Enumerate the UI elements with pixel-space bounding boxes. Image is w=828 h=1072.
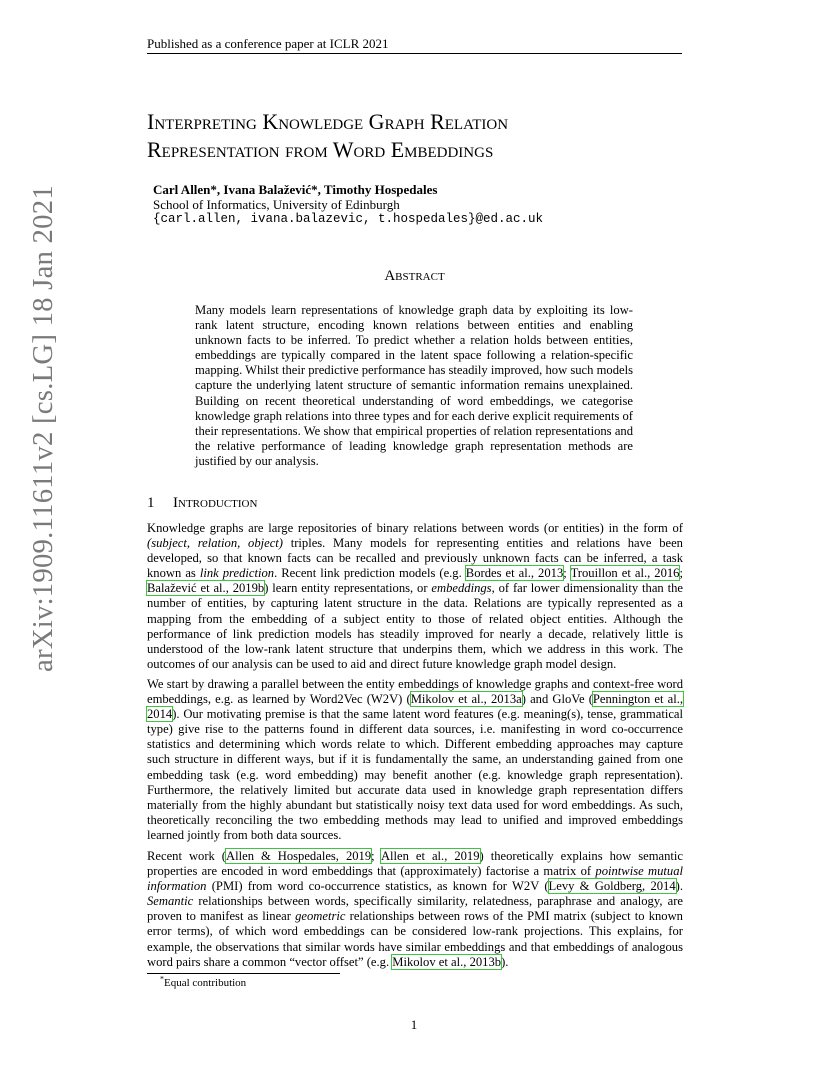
arxiv-stamp[interactable]: arXiv:1909.11611v2 [cs.LG] 18 Jan 2021 — [27, 185, 59, 672]
footnote-mark: * — [160, 974, 164, 984]
citation-link[interactable]: Mikolov et al., 2013b — [392, 954, 502, 969]
footnote-text: Equal contribution — [164, 977, 247, 989]
citation-link[interactable]: Mikolov et al., 2013a — [410, 692, 522, 707]
author-emails: {carl.allen, ivana.balazevic, t.hospedales}@ed.ac.uk — [153, 212, 544, 226]
abstract-body: Many models learn representations of knowledge graph data by exploiting its low-rank latent structure, encoding known relations between entities and enabling unknown facts to be inferred. To predict whether a relation holds between entities, embeddings are typically compared in the latent space following a relation-specific mapping. Whilst their predictive performance has steadily improved, how such models capture the underlying latent structure of semantic information remains unexplained. Building on recent theoretical understanding of word embeddings, we categorise knowledge graph relations into three types and for each derive explicit requirements of their representations. We show that empirical properties of relation representations and the relative performance of leading knowledge graph representation methods are justified by our analysis. — [195, 303, 633, 468]
author-block — [153, 182, 673, 227]
footnote — [160, 974, 247, 990]
paragraph-1: Knowledge graphs are large repositories of binary relations between words (or entities) in the form of (subject, relation, object) triples. Many models for representing entities and relations have been developed, so that known facts can be recalled and previously unknown facts can be inferred, a task known as link prediction. Recent link prediction models (e.g. Bordes et al., 2013; Trouillon et al., 2016; Balažević et al., 2019b) learn entity representations, or embeddings, of far lower dimensionality than the number of entities, by capturing latent structure in the data. Relations are typically represented as a mapping from the embedding of a subject entity to those of related object entities. Although the performance of link prediction models has steadily improved for nearly a decade, relatively little is understood of the low-rank latent structure that underpins them, which we address in this work. The outcomes of our analysis can be used to aid and direct future knowledge graph model design. — [147, 521, 683, 671]
paper-title — [147, 108, 682, 164]
title-line-1: Interpreting Knowledge Graph Relation — [147, 109, 509, 134]
header-rule — [147, 53, 682, 54]
paragraph-3: Recent work (Allen & Hospedales, 2019; Allen et al., 2019) theoretically explains how semantic properties are encoded in word embeddings that (approximately) factorise a matrix of pointwise mutual information (PMI) from word co-occurrence statistics, as known for W2V (Levy & Goldberg, 2014). Semantic relationships between words, specifically similarity, relatedness, paraphrase and analogy, are proven to manifest as linear geometric relationships between rows of the PMI matrix (subject to known error terms), of which word embeddings can be considered low-rank projections. This explains, for example, the observations that similar words have similar embeddings and that embeddings of analogous word pairs share a common “vector offset” (e.g. Mikolov et al., 2013b). — [147, 849, 684, 969]
abstract-heading: Abstract — [384, 268, 445, 284]
paragraph-2: We start by drawing a parallel between the entity embeddings of knowledge graphs and context-free word embeddings, e.g. as learned by Word2Vec (W2V) (Mikolov et al., 2013a) and GloVe (Pennington et al., 2014). Our motivating premise is that the same latent word features (e.g. meaning(s), tense, grammatical type) give rise to the patterns found in different data sources, i.e. manifesting in word co-occurrence statistics and determining which words relate to which. Different embedding approaches may capture such structure in different ways, but if it is fundamentally the same, an understanding gained from one embedding task (e.g. word embedding) may benefit another (e.g. knowledge graph representation). Furthermore, the relatively limited but accurate data used in knowledge graph representation differs materially from the highly abundant but statistically noisy text data used for word embeddings. As such, theoretically reconciling the two embedding methods may lead to unified and improved embeddings learned jointly from both data sources. — [147, 677, 683, 842]
affiliation: School of Informatics, University of Edinburgh — [153, 197, 400, 212]
citation-link[interactable]: Pennington et al., 2014 — [147, 692, 683, 722]
footnote-rule — [147, 973, 340, 974]
citation-link[interactable]: Trouillon et al., 2016 — [570, 566, 680, 581]
section-title: Introduction — [173, 495, 258, 511]
citation-link[interactable]: Levy & Goldberg, 2014 — [548, 879, 676, 894]
citation-link[interactable]: Allen et al., 2019 — [380, 849, 480, 863]
section-number: 1 — [147, 495, 155, 511]
running-header: Published as a conference paper at ICLR 2021 — [147, 36, 389, 51]
citation-link[interactable]: Bordes et al., 2013 — [465, 566, 564, 581]
title-line-2: Representation from Word Embeddings — [147, 137, 494, 162]
section-heading — [147, 494, 682, 512]
citation-link[interactable]: Allen & Hospedales, 2019 — [226, 849, 372, 863]
author-names: Carl Allen*, Ivana Balažević*, Timothy Hospedales — [153, 182, 438, 197]
page-number: 1 — [410, 1017, 418, 1032]
citation-link[interactable]: Balažević et al., 2019b — [147, 581, 265, 596]
